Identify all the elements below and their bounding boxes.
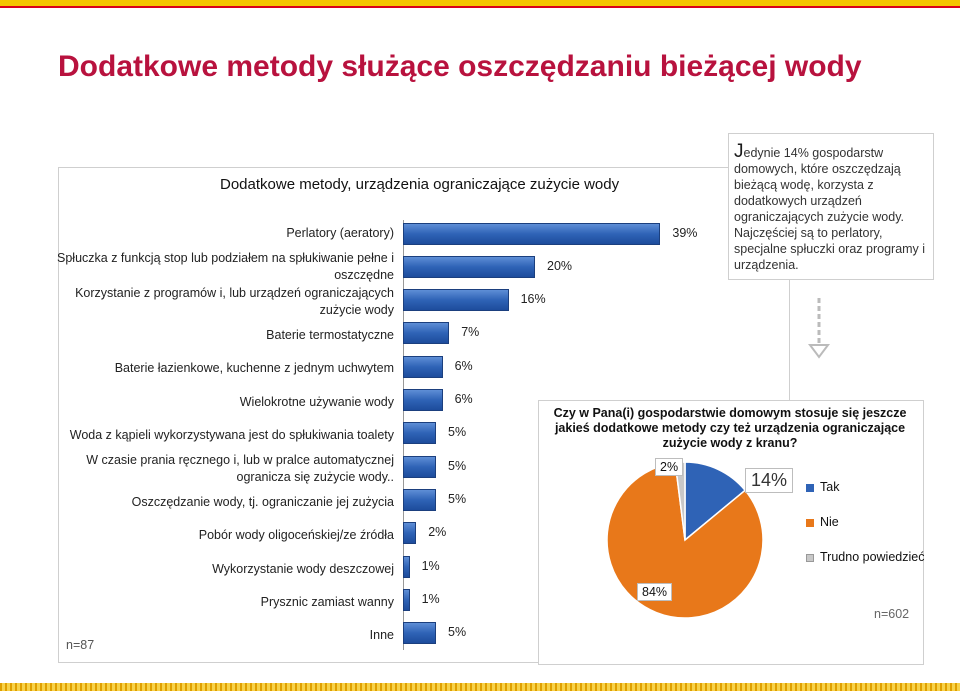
bar	[403, 622, 436, 644]
category-label: Wielokrotne używanie wody	[239, 395, 394, 409]
sample-size-left: n=87	[66, 638, 95, 652]
category-label: Baterie łazienkowe, kuchenne z jednym uchwytem	[114, 361, 394, 375]
category-label: W czasie prania ręcznego i, lub w pralce automatycznej ogranicza się zużycie wody..	[86, 453, 394, 484]
bar-chart-title: Dodatkowe metody, urządzenia ograniczające zużycie wody	[220, 176, 620, 193]
bar-value-label: 20%	[547, 259, 573, 273]
bar-value-label: 5%	[448, 459, 467, 473]
bar	[403, 556, 410, 578]
top-accent-line	[0, 6, 960, 8]
note-initial: J	[734, 141, 744, 162]
page-title: Dodatkowe metody służące oszczędzaniu bieżącej wody	[58, 50, 862, 83]
bar-value-label: 5%	[448, 425, 467, 439]
bar	[403, 356, 443, 378]
bar	[403, 422, 436, 444]
legend-label-tak: Tak	[820, 480, 840, 494]
pie-label-nie: 84%	[637, 583, 672, 601]
bar-value-label: 39%	[672, 226, 698, 240]
category-label: Baterie termostatyczne	[266, 328, 394, 342]
bar-value-label: 16%	[520, 292, 546, 306]
down-arrow-icon	[806, 295, 832, 361]
category-label: Oszczędzanie wody, tj. ograniczanie jej zużycia	[131, 495, 394, 509]
note-body: edynie 14% gospodarstw domowych, które oszczędzają bieżącą wodę, korzysta z dodatkowych urządzeń ograniczających zużycie wody. Najczęściej są to perlatory, specjalne spłuczki oraz programy i urządzenia.	[734, 146, 926, 272]
note-text	[734, 141, 929, 273]
bar	[403, 289, 509, 311]
category-label: Korzystanie z programów i, lub urządzeń ograniczających zużycie wody	[75, 286, 394, 317]
bar	[403, 322, 449, 344]
sample-size-right: n=602	[874, 607, 910, 621]
legend-label-nie: Nie	[820, 515, 839, 529]
pie-label-tak: 14%	[745, 468, 793, 493]
pie-chart-title: Czy w Pana(i) gospodarstwie domowym stosuje się jeszcze jakieś dodatkowe metody czy też urządzenia ograniczające zużycie wody z kranu?	[553, 406, 907, 450]
category-label: Inne	[369, 628, 394, 642]
category-label: Wykorzystanie wody deszczowej	[212, 562, 394, 576]
bar	[403, 389, 443, 411]
bar-value-label: 7%	[461, 325, 480, 339]
legend-swatch-tak	[806, 484, 814, 492]
legend-swatch-nie	[806, 519, 814, 527]
category-label: Perlatory (aeratory)	[286, 226, 394, 240]
bar-value-label: 1%	[421, 559, 440, 573]
bar-value-label: 6%	[454, 359, 473, 373]
bar-value-label: 5%	[448, 492, 467, 506]
bar	[403, 223, 660, 245]
bar-value-label: 6%	[454, 392, 473, 406]
bar-value-label: 2%	[428, 525, 447, 539]
bar-value-label: 1%	[421, 592, 440, 606]
category-label: Prysznic zamiast wanny	[260, 595, 394, 609]
legend-label-trudno: Trudno powiedzieć	[820, 550, 925, 564]
category-label: Pobór wody oligoceńskiej/ze źródła	[198, 528, 394, 542]
pie-label-trudno: 2%	[655, 458, 683, 476]
bar	[403, 522, 416, 544]
category-label: Woda z kąpieli wykorzystywana jest do spłukiwania toalety	[69, 428, 394, 442]
legend-swatch-trudno	[806, 554, 814, 562]
bar	[403, 456, 436, 478]
bar-value-label: 5%	[448, 625, 467, 639]
bar	[403, 256, 535, 278]
bottom-decorative-stripe	[0, 683, 960, 691]
category-label: Spłuczka z funkcją stop lub podziałem na spłukiwanie pełne i oszczędne	[57, 251, 394, 282]
bar	[403, 589, 410, 611]
bar	[403, 489, 436, 511]
